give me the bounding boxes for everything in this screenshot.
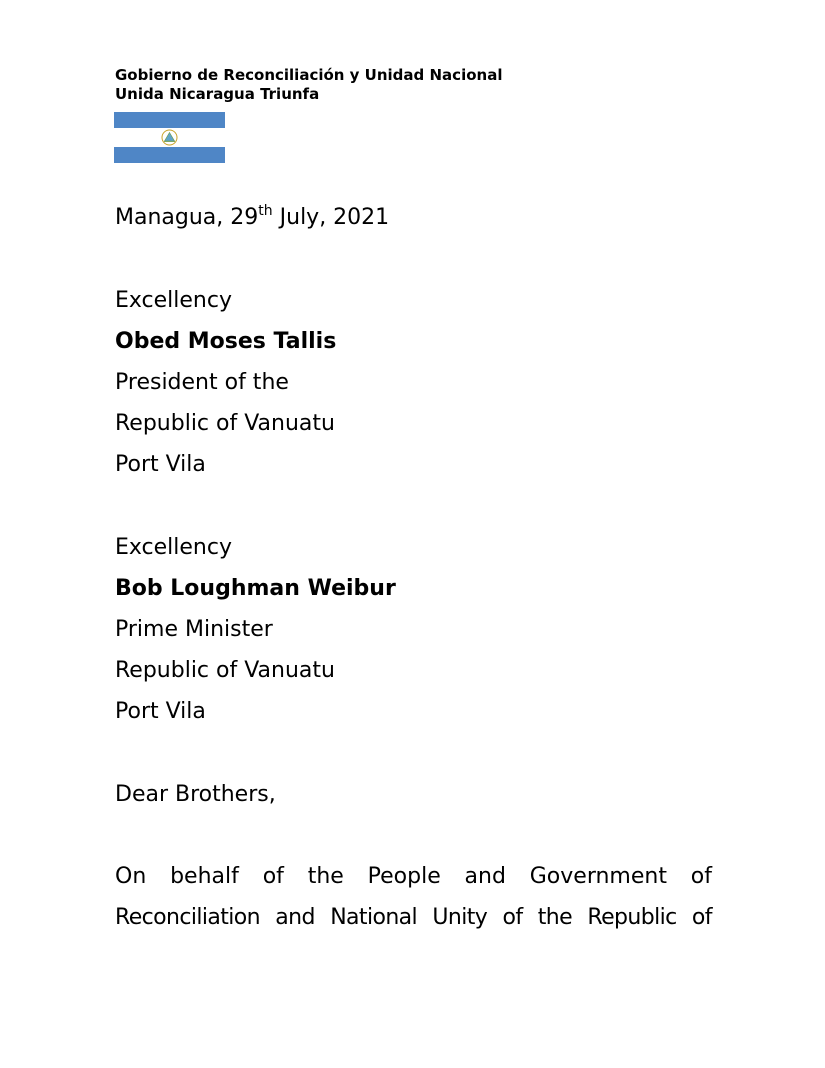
body-line-2 [115, 904, 712, 932]
letter-date [115, 204, 389, 232]
body-word: the [307, 864, 344, 889]
letterhead-government-name: Gobierno de Reconciliación y Unidad Nacional [115, 66, 503, 84]
body-word: of [690, 864, 712, 889]
recipient1-title-line2: Republic of Vanuatu [115, 411, 335, 436]
letter-greeting: Dear Brothers, [115, 782, 276, 807]
body-word: Unity [432, 905, 488, 930]
recipient2-city: Port Vila [115, 699, 206, 724]
body-word: of [262, 864, 284, 889]
recipient1-title-line1: President of the [115, 370, 289, 395]
body-word: the [537, 905, 573, 930]
body-word: Reconciliation [115, 905, 260, 930]
body-word: of [502, 905, 523, 930]
date-suffix: July, 2021 [272, 205, 390, 230]
body-word: of [691, 905, 712, 930]
recipient2-title-line2: Republic of Vanuatu [115, 658, 335, 683]
recipient1-name: Obed Moses Tallis [115, 329, 337, 354]
recipient1-salutation: Excellency [115, 288, 232, 313]
date-ordinal-suffix: th [258, 203, 273, 219]
body-word: behalf [170, 864, 239, 889]
date-prefix: Managua, 29 [115, 205, 259, 230]
recipient2-name: Bob Loughman Weibur [115, 576, 396, 601]
recipient1-city: Port Vila [115, 452, 206, 477]
body-word: People [367, 864, 441, 889]
recipient2-title-line1: Prime Minister [115, 617, 273, 642]
nicaragua-flag-icon [114, 112, 225, 163]
letterhead [115, 66, 502, 104]
body-word: Government [529, 864, 667, 889]
body-word: On [115, 864, 147, 889]
body-word: National [330, 905, 418, 930]
recipient2-salutation: Excellency [115, 535, 232, 560]
letterhead-slogan: Unida Nicaragua Triunfa [115, 85, 320, 103]
body-word: and [464, 864, 506, 889]
body-line-1 [115, 863, 712, 891]
body-word: and [275, 905, 315, 930]
body-word: Republic [587, 905, 677, 930]
